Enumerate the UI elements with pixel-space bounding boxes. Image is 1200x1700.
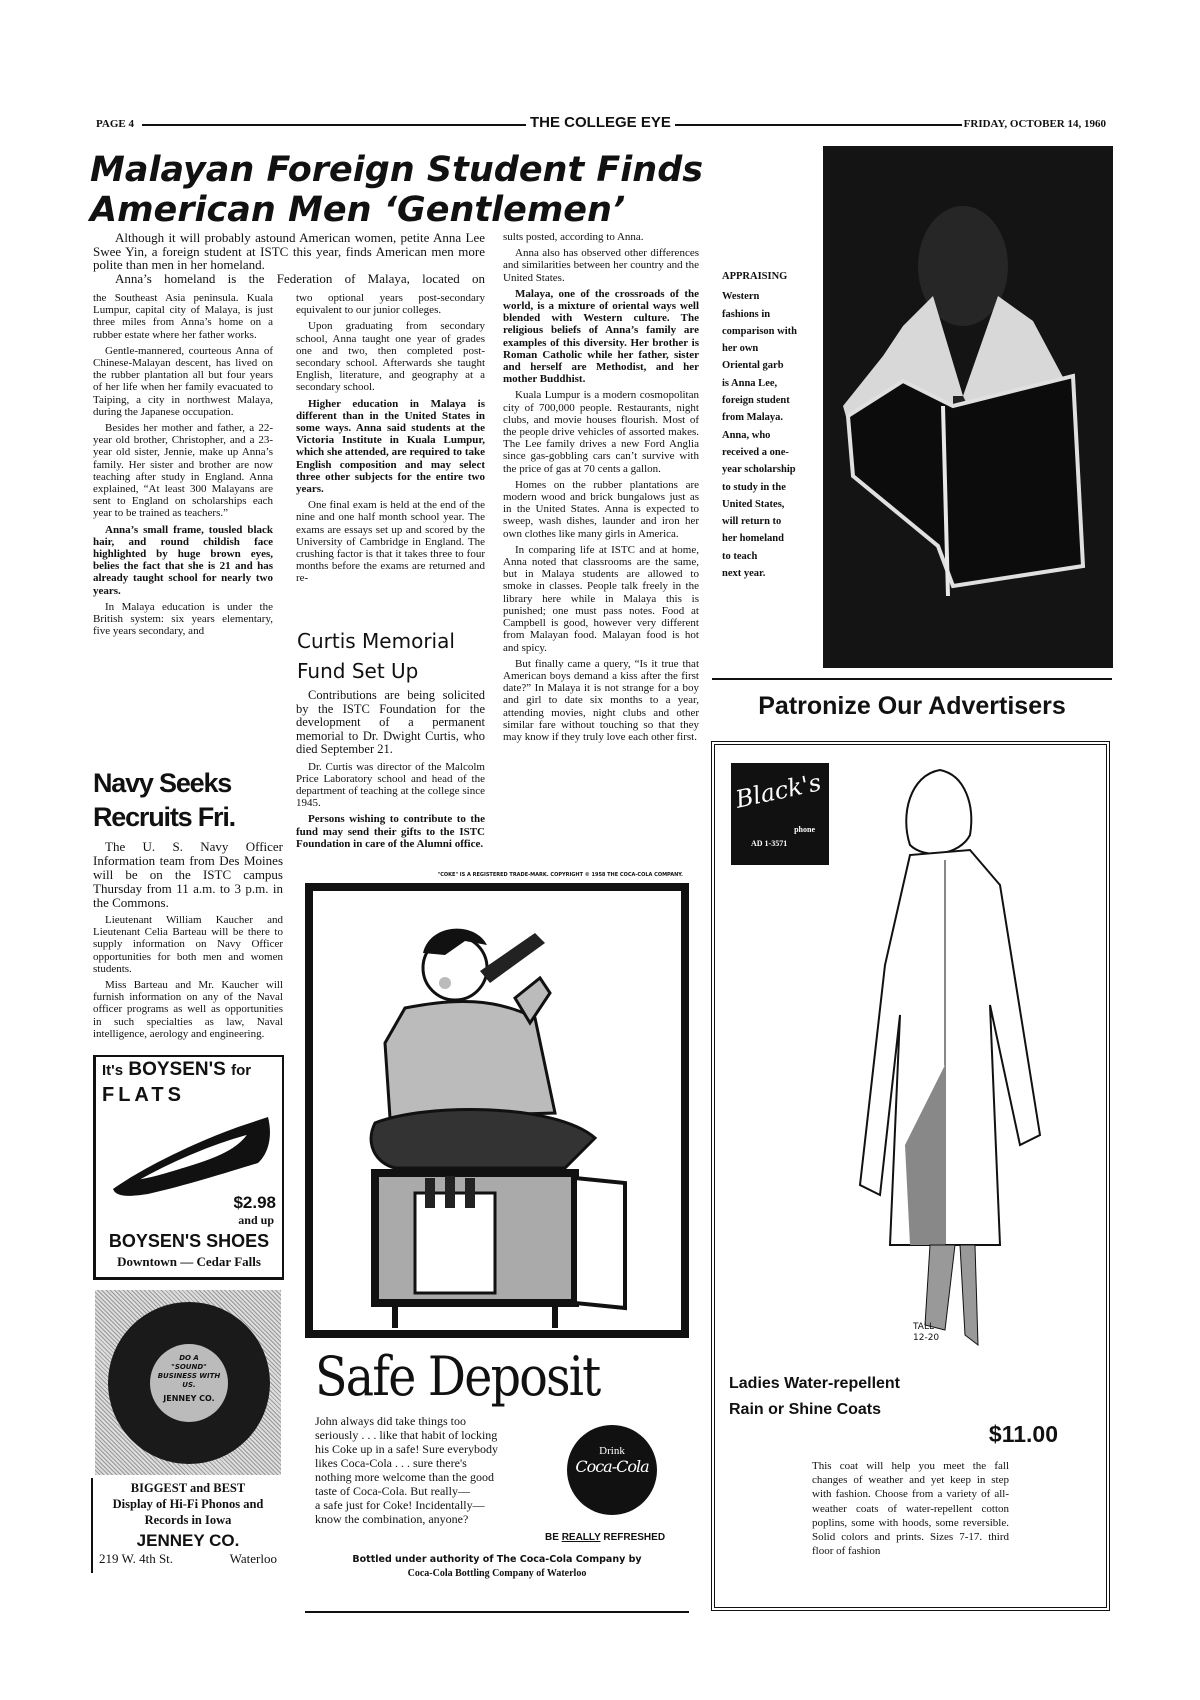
ad-heading: FLATS (102, 1084, 185, 1106)
paragraph: Persons wishing to contribute to the fund may send their gifts to the ISTC Foundation in care of the Alumni office. (296, 813, 485, 850)
body-line: seriously . . . like that habit of locking (315, 1428, 498, 1442)
article-column-3 (503, 231, 699, 747)
body-line: know the combination, anyone? (315, 1512, 469, 1526)
jenney-text (91, 1478, 283, 1573)
paragraph: Lieutenant William Kaucher and Lieutenant Celia Barteau will be there to supply information on Navy Officer opportunities for both men and women students. (93, 914, 283, 975)
curtis-headline (297, 626, 487, 686)
caption-line: next year. (722, 568, 766, 580)
phone-number: AD 1-3571 (751, 839, 788, 848)
slogan (545, 1532, 665, 1543)
paragraph: The U. S. Navy Officer Information team from Des Moines will be on the ISTC campus Thursday from 11 a.m. to 3 p.m. in the Commons. (93, 839, 283, 910)
coca-cola-ad (305, 872, 689, 1613)
coat-illustration (850, 765, 1050, 1350)
jenney-co-ad (95, 1290, 281, 1573)
navy-article-body (93, 840, 283, 1044)
main-headline (90, 150, 703, 230)
caption-line: is Anna Lee, (722, 377, 778, 389)
label-text: DO A (179, 1354, 199, 1362)
paragraph: Besides her mother and father, a 22-year old brother, Christopher, and a 23-year old sister, Jennie, make up Anna’s family. Her sister and brother are now teaching after study in England. Anna explained, “At least 300 Malayans are sent to England on scholarships each year to be trained as teachers.” (93, 422, 273, 520)
photo-caption (722, 268, 822, 582)
ad-headline: Safe Deposit (315, 1345, 600, 1408)
paragraph: Kuala Lumpur is a modern cosmopolitan city of 700,000 people. Restaurants, night clubs, and movie houses flourish. Most of the people drive vehicles of assorted makes. The Lee family drives a new Ford Anglia since gas-gobbling cars can’t survive with the price of gas at 70 cents a gallon. (503, 389, 699, 475)
paragraph: But finally came a query, “Is it true that American boys demand a kiss after the first date?” In Malaya it is not strange for a boy and girl to date six months to a year, attending movies, night clubs and other similar fare without touching so that they may know if they truly love each other first. (503, 657, 699, 743)
logo-text: Drink (599, 1445, 625, 1457)
caption-line: her homeland (722, 533, 784, 545)
curtis-article-body (296, 689, 485, 854)
paragraph: two optional years post-secondary equivalent to our junior colleges. (296, 292, 485, 317)
headline-line: Recruits Fri. (93, 802, 235, 832)
caption-line: to study in the (722, 481, 786, 493)
label-text: US. (182, 1381, 196, 1389)
paragraph: In Malaya education is under the British system: six years elementary, five years secondary, and (93, 600, 273, 638)
blacks-logo (731, 763, 829, 865)
caption-line: Western (722, 291, 760, 303)
coke-safe-illustration (305, 883, 689, 1338)
ad-border (305, 1611, 689, 1613)
headline-line: Fund Set Up (297, 659, 419, 683)
body-line: nothing more welcome than the good (315, 1470, 494, 1484)
blacks-coat-ad (711, 741, 1110, 1611)
slogan-text: BE (545, 1532, 559, 1543)
label-text: "SOUND" (171, 1363, 207, 1371)
paragraph: the Southeast Asia peninsula. Kuala Lumpur, capital city of Malaya, is just three miles from Anna’s home on a rubber estate where her father works. (93, 292, 273, 341)
paragraph: Miss Barteau and Mr. Kaucher will furnish information on any of the Naval officer programs as well as opportunities in such specialties as law, Naval intelligence, aerology and engineering. (93, 979, 283, 1040)
phone-label: phone (794, 825, 815, 834)
newspaper-title: THE COLLEGE EYE (526, 114, 675, 131)
ad-text: Display of Hi-Fi Phonos and (112, 1497, 264, 1511)
store-city: Waterloo (229, 1551, 277, 1566)
paragraph: Dr. Curtis was director of the Malcolm Price Laboratory school and head of the department of teaching at the college since 1945. (296, 760, 485, 810)
body-line: his Coke up in a safe! Sure everybody (315, 1442, 498, 1456)
caption-line: Oriental garb (722, 360, 784, 372)
caption-line: Anna, who (722, 429, 771, 441)
ad-text: BIGGEST and BEST (130, 1481, 246, 1495)
divider-rule (712, 678, 1112, 680)
ad-body: This coat will help you meet the fall changes of weather and yet keep in step with fashion. Choose from a variety of all-weather coats of water-repellent cotton poplins, some with hoods, some reversible. Solid colors and prints. Sizes 7-17. third floor of fashion (812, 1460, 1009, 1558)
caption-line: APPRAISING (722, 271, 788, 282)
student-photo (823, 146, 1113, 668)
caption-line: year scholarship (722, 464, 796, 476)
logo-script: Coca-Cola (575, 1457, 649, 1476)
paragraph: One final exam is held at the end of the nine and one half month school year. The exams are essays set up and scored by the University of Cambridge in England. The crushing factor is that it takes three to four months before the exams are returned and re- (296, 499, 485, 585)
boysen-shoes-ad (93, 1055, 284, 1280)
caption-line: United States, (722, 498, 785, 510)
title-line: Rain or Shine Coats (729, 1401, 882, 1418)
headline-line: Navy Seeks (93, 768, 232, 798)
paragraph: Contributions are being solicited by the ISTC Foundation for the development of a permanent memorial to Dr. Dwight Curtis, who died September 21. (296, 688, 485, 756)
caption-line: fashions in (722, 308, 771, 320)
price-note: and up (238, 1213, 274, 1227)
store-name: BOYSEN'S SHOES (108, 1231, 270, 1251)
article-column-1 (93, 292, 273, 641)
caption-line: will return to (722, 516, 782, 528)
price: $11.00 (988, 1421, 1058, 1447)
paragraph: Upon graduating from secondary school, Anna taught one year of grades one and two, then completed post-secondary school. Afterwards she taught English, literature, and geography at a secondary school. (296, 320, 485, 394)
paragraph: Anna’s small frame, tousled black hair, and round childish face highlighted by huge brown eyes, belies the fact that she is 21 and has already taught school for nearly two years. (93, 523, 273, 597)
record-label (150, 1344, 228, 1422)
article-intro (93, 231, 485, 285)
caption-line: foreign student (722, 395, 790, 407)
paragraph: Anna also has observed other differences and similarities between her country and the United States. (503, 247, 699, 284)
caption-line: to teach (722, 550, 758, 562)
ad-body (315, 1414, 498, 1526)
slogan-text: REFRESHED (603, 1532, 666, 1543)
body-line: John always did take things too (315, 1414, 466, 1428)
coca-cola-logo (567, 1425, 657, 1515)
address-row (93, 1551, 283, 1567)
paragraph: Anna’s homeland is the Federation of Malaya, located on (115, 270, 485, 286)
caption-line: received a one- (722, 446, 789, 458)
paragraph: Gentle-mannered, courteous Anna of Chinese-Malayan descent, has lived on the rubber plantation all but four years of her life when her family evacuated to Taiping, a city in northwest Malaya, during the Japanese occupation. (93, 344, 273, 418)
navy-headline (93, 766, 283, 834)
paragraph: In comparing life at ISTC and at home, Anna noted that classrooms are the same, but in Malaya students are allowed to smoke in classes. People talk freely in the library here while in Malaya this is punished; one must pass notes. Food at Campbell is good, however very different from Malayan food. Malayan food is hot and spicy. (503, 543, 699, 654)
advertisers-heading: Patronize Our Advertisers (758, 692, 1066, 720)
paragraph: sults posted, according to Anna. (503, 231, 644, 243)
bottler-note: Coca-Cola Bottling Company of Waterloo (407, 1568, 587, 1579)
title-line: Ladies Water-repellent (729, 1375, 901, 1392)
ad-heading (102, 1059, 251, 1081)
ad-text: It's (102, 1062, 124, 1079)
size-text: TALL (913, 1322, 934, 1332)
issue-date: FRIDAY, OCTOBER 14, 1960 (963, 118, 1106, 130)
paragraph: Homes on the rubber plantations are modern wood and brick bungalows just as in the United States. Anna is expected to sweep, wash dishes, launder and iron her own clothes like many girls in America. (503, 478, 699, 540)
article-column-2 (296, 292, 485, 589)
caption-line: from Malaya. (722, 412, 784, 424)
body-line: likes Coca-Cola . . . sure there's (315, 1456, 467, 1470)
ad-text: Records in Iowa (144, 1513, 232, 1527)
ad-text: BOYSEN'S (128, 1059, 226, 1080)
ad-text: for (231, 1062, 252, 1079)
shoe-illustration (108, 1109, 278, 1197)
body-line: a safe just for Coke! Incidentally— (315, 1498, 485, 1512)
label-text: JENNEY CO. (163, 1394, 215, 1403)
ad-title (729, 1371, 900, 1423)
size-text: 12-20 (913, 1333, 940, 1343)
price: $2.98 (233, 1193, 276, 1212)
slogan-text: REALLY (561, 1532, 601, 1543)
caption-line: her own (722, 343, 759, 355)
body-line: taste of Coca-Cola. But really— (315, 1484, 470, 1498)
record-illustration (95, 1290, 281, 1475)
store-name: JENNEY CO. (136, 1531, 240, 1550)
paragraph: Although it will probably astound American women, petite Anna Lee Swee Yin, a foreign student at ISTC this year, finds American men more polite than men in her homeland. (93, 230, 485, 272)
bottler-note: Bottled under authority of The Coca-Cola Company by (352, 1554, 642, 1565)
size-note (913, 1322, 939, 1344)
paragraph: Higher education in Malaya is different than in the United States in some ways. Anna said students at the Victoria Institute in Kuala Lumpur, which she attended, are required to take English composition and may select three other subjects for the entire two years. (296, 397, 485, 496)
trademark-note: "COKE" IS A REGISTERED TRADE-MARK. COPYRIGHT © 1958 THE COCA-COLA COMPANY. (437, 872, 683, 878)
store-address: 219 W. 4th St. (99, 1551, 174, 1566)
caption-line: comparison with (722, 325, 797, 337)
store-location: Downtown — Cedar Falls (117, 1254, 261, 1269)
paragraph: Malaya, one of the crossroads of the world, is a mixture of oriental ways well blended with Western culture. The religious beliefs of Anna’s family are examples of this diversity. Her brother is Roman Catholic while her father, sister and herself are Methodist, and her mother Buddhist. (503, 287, 699, 386)
headline-line: Malayan Foreign Student Finds (90, 150, 704, 190)
masthead (96, 116, 1106, 136)
label-text: BUSINESS WITH (157, 1372, 221, 1380)
page-number: PAGE 4 (96, 118, 134, 130)
logo-script: Black's (733, 768, 824, 814)
headline-line: Curtis Memorial (297, 629, 455, 653)
headline-line: American Men ‘Gentlemen’ (90, 190, 626, 230)
